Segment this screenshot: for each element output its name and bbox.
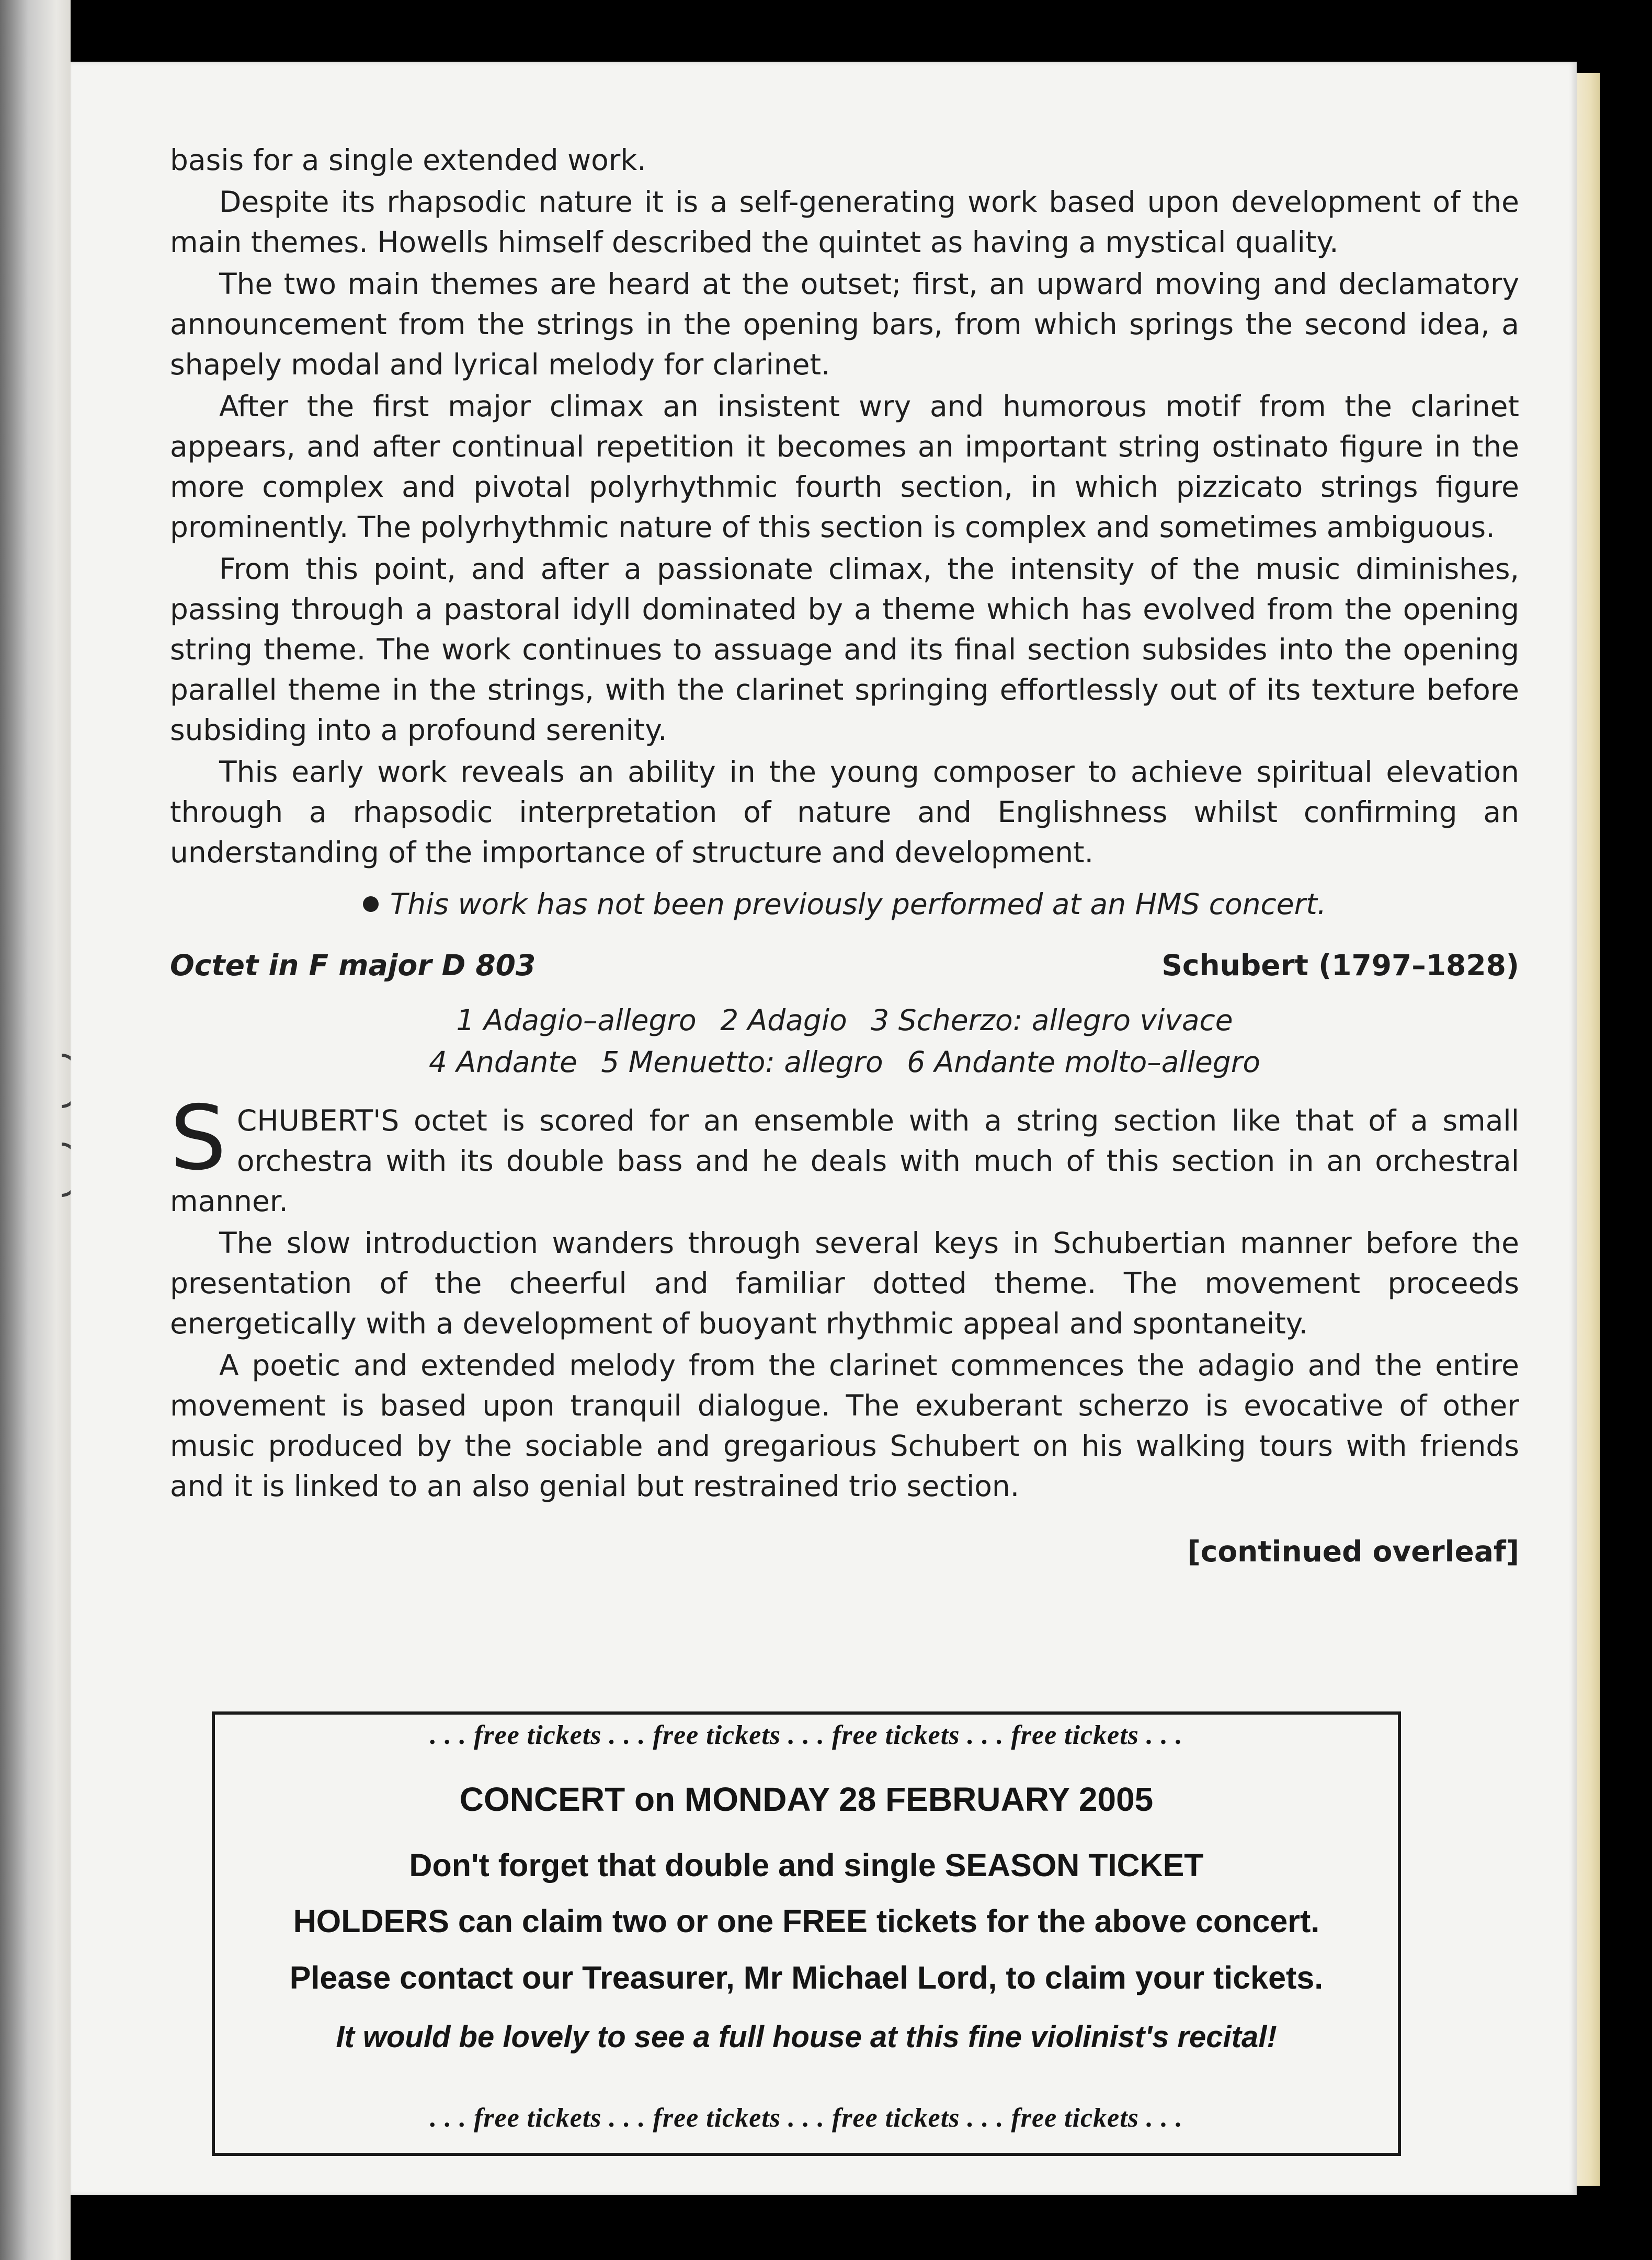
drop-cap: S <box>170 1087 226 1190</box>
programme-page <box>71 62 1577 2195</box>
page-content <box>170 140 1519 1572</box>
piece-heading <box>170 945 1519 986</box>
intro-paragraph: From this point, and after a passionate climax, the intensity of the music diminishes, passing through a pastoral idyll dominated by a theme which has evolved from the opening string theme. The work continues to assuage and its final section subsides into the opening parallel theme in the strings, with the clarinet springing effortlessly out of its texture before subsiding into a profound serenity. <box>170 552 1519 747</box>
free-tickets-banner-top: . . . free tickets . . . free tickets . . . free tickets . . . free tickets . . . <box>430 1720 1183 1750</box>
notice-line: Please contact our Treasurer, Mr Michael Lord, to claim your tickets. <box>289 1960 1324 1995</box>
notice-line: HOLDERS can claim two or one FREE tickets for the above concert. <box>293 1903 1320 1939</box>
intro-paragraph: This early work reveals an ability in the young composer to achieve spiritual elevation through a rhapsodic interpretation of nature and Englishness whilst confirming an understanding of the importance of structure and development. <box>170 755 1519 869</box>
movement-item: 4 Andante <box>428 1045 577 1079</box>
notice-closing-line: It would be lovely to see a full house at this fine violinist's recital! <box>336 2020 1277 2054</box>
lead-line: basis for a single extended work. <box>170 143 646 177</box>
intro-paragraph: After the first major climax an insistent wry and humorous motif from the clarinet appears, and after continual repetition it becomes an important string ostinato figure in the more complex and pivotal polyrhythmic fourth section, in which pizzicato strings figure prominently. The polyrhythmic nature of this section is complex and sometimes ambiguous. <box>170 390 1519 544</box>
movement-item: 3 Scherzo: allegro vivace <box>871 1003 1233 1037</box>
left-page-edge <box>0 0 71 2260</box>
performance-note <box>170 884 1519 924</box>
octet-first-paragraph <box>170 1087 1519 1222</box>
movement-row <box>170 1041 1519 1083</box>
free-tickets-notice <box>212 1711 1401 2156</box>
intro-paragraph: Despite its rhapsodic nature it is a self-generating work based upon development of the main themes. Howells himself described the quintet as having a mystical quality. <box>170 185 1519 259</box>
movement-item: 6 Andante molto–allegro <box>907 1045 1261 1079</box>
octet-paragraph: A poetic and extended melody from the clarinet commences the adagio and the entire movement is based upon tranquil dialogue. The exuberant scherzo is evocative of other music produced by the sociable and gregarious Schubert on his walking tours with friends and it is linked to an also genial but restrained trio section. <box>170 1349 1519 1503</box>
bullet-icon <box>363 896 379 912</box>
octet-paragraph: The slow introduction wanders through several keys in Schubertian manner before the presentation of the cheerful and familiar dotted theme. The movement proceeds energetically with a development of buoyant rhythmic appeal and spontaneity. <box>170 1226 1519 1340</box>
composer-name: Schubert (1797–1828) <box>1161 949 1519 982</box>
movement-item: 5 Menuetto: allegro <box>601 1045 883 1079</box>
continued-note: [continued overleaf] <box>1187 1535 1519 1568</box>
movement-list <box>170 999 1519 1083</box>
octet-first-paragraph-text: CHUBERT'S octet is scored for an ensemble with a string section like that of a small orchestra with its double bass and he deals with much of this section in an orchestral manner. <box>170 1104 1519 1218</box>
free-tickets-banner-bottom: . . . free tickets . . . free tickets . . . free tickets . . . free tickets . . . <box>430 2103 1183 2133</box>
performance-note-text: This work has not been previously performed at an HMS concert. <box>390 887 1327 921</box>
movement-row <box>170 999 1519 1041</box>
piece-title: Octet in F major D 803 <box>170 949 536 982</box>
movement-item: 2 Adagio <box>720 1003 847 1037</box>
notice-line: Don't forget that double and single SEASON TICKET <box>409 1847 1204 1883</box>
movement-item: 1 Adagio–allegro <box>456 1003 697 1037</box>
intro-paragraph: The two main themes are heard at the outset; first, an upward moving and declamatory announcement from the strings in the opening bars, from which springs the second idea, a shapely modal and lyrical melody for clarinet. <box>170 267 1519 381</box>
concert-date-heading: CONCERT on MONDAY 28 FEBRUARY 2005 <box>459 1780 1154 1818</box>
